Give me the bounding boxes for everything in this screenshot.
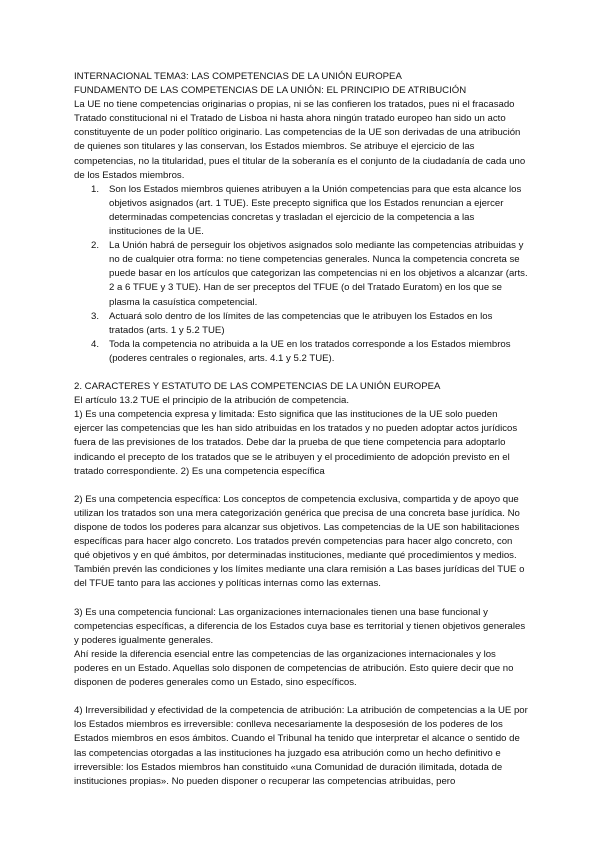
list-item-text: La Unión habrá de perseguir los objetivos asignados solo mediante las competencias atribuidas y no de cualquier otra forma: no tiene competencias generales. Nunca la competencia concreta se puede basar en los artículos que categorizan las competencias ni en los objetivos a alcanzar (arts. 2 a 6 TFUE y 3 TUE). Han de ser preceptos del TFUE (o del Tratado Euratom) en los que se plasma la casuística competencial. bbox=[109, 240, 528, 308]
document-title: INTERNACIONAL TEMA3: LAS COMPETENCIAS DE LA UNIÓN EUROPEA bbox=[74, 71, 402, 82]
paragraph-spacer bbox=[74, 591, 528, 605]
paragraph-spacer bbox=[74, 690, 528, 704]
section1-heading: FUNDAMENTO DE LAS COMPETENCIAS DE LA UNIÓN: EL PRINCIPIO DE ATRIBUCIÓN bbox=[74, 85, 467, 97]
paragraph-spacer bbox=[74, 479, 528, 493]
list-item bbox=[74, 310, 528, 338]
paragraph-functional-difference: Ahí reside la diferencia esencial entre las competencias de las organizaciones internacionales y los poderes en un Estado. Aquellas solo disponen de competencias de atribución. Esto quiere decir que no disponen de poderes generales como un Estado, sino específicos. bbox=[74, 648, 514, 689]
list-item-number: 4. bbox=[91, 338, 100, 350]
section2-heading: 2. CARACTERES Y ESTATUTO DE LAS COMPETENCIAS DE LA UNIÓN EUROPEA bbox=[74, 381, 441, 393]
list-item-text: Actuará solo dentro de los límites de las competencias que le atribuyen los Estados en los tratados (arts. 1 y 5.2 TUE) bbox=[109, 310, 493, 336]
paragraph-spacer bbox=[74, 366, 528, 380]
document-page bbox=[74, 70, 528, 789]
list-item bbox=[74, 239, 528, 309]
paragraph-specific: 2) Es una competencia específica: Los conceptos de competencia exclusiva, compartida y de apoyo que utilizan los tratados son una mera categorización genérica que precisa de una concreta base jurídica. No dispone de todos los poderes para alcanzar sus objetivos. Las competencias de la UE son habilitaciones específicas para hacer algo concreto. Los tratados prevén competencias para hacer algo concreto, con qué objetivos y en qué ámbitos, por determinadas instituciones, mediante qué procedimientos y medios. También prevén las condiciones y los límites mediante una clara remisión a Las bases jurídicas del TUE o del TFUE tanto para las acciones y políticas internas como las externas. bbox=[74, 493, 525, 590]
paragraph-functional: 3) Es una competencia funcional: Las organizaciones internacionales tienen una base funcional y competencias específicas, a diferencia de los Estados cuya base es territorial y tienen objetivos generales y poderes igualmente generales. bbox=[74, 606, 526, 646]
list-item-text: Toda la competencia no atribuida a la UE en los tratados corresponde a los Estados miembros (poderes centrales o regionales, arts. 4.1 y 5.2 TUE). bbox=[109, 338, 511, 364]
section2-lead: El artículo 13.2 TUE el principio de la atribución de competencia. bbox=[74, 395, 349, 407]
attribution-principle-list bbox=[74, 183, 528, 366]
paragraph-express-limited: 1) Es una competencia expresa y limitada: Esto significa que las instituciones de la UE solo pueden ejercer las competencias que les han sido atribuidas en los tratados y no pueden adoptar actos jurídicos fuera de las previsiones de los tratados. Debe dar la prueba de que tiene competencia para adoptarlo indicando el precepto de los tratados que se le atribuyen y el procedimiento de adopción previsto en el tratado correspondiente. 2) Es una competencia específica bbox=[74, 409, 518, 477]
paragraph-irreversibility: 4) Irreversibilidad y efectividad de la competencia de atribución: La atribución de competencias a la UE por los Estados miembros es irreversible: conlleva necesariamente la desposesión de los poderes de los Estados miembros en esos ámbitos. Cuando el Tribunal ha tenido que interpretar el alcance o sentido de las competencias otorgadas a las instituciones ha juzgado esa atribución como un hecho definitivo e irreversible: los Estados miembros han constituido «una Comunidad de duración ilimitada, dotada de instituciones propias». No pueden disponer o recuperar las competencias atribuidas, pero bbox=[74, 705, 528, 787]
list-item-text: Son los Estados miembros quienes atribuyen a la Unión competencias para que esta alcance los objetivos asignados (art. 1 TUE). Este precepto significa que los Estados renuncian a ejercer determinadas competencias concretas y trasladan el ejercicio de la competencia a las instituciones de la UE. bbox=[109, 183, 522, 238]
section1-intro: La UE no tiene competencias originarias o propias, ni se las confieren los tratados, pues ni el fracasado Tratado constitucional ni el Tratado de Lisboa ni hasta ahora ningún tratado europeo han sido un acto constituyente de un poder político originario. Las competencias de la UE son derivadas de una atribución de quienes son titulares y las conservan, los Estados miembros. Se atribuye el ejercicio de las competencias, no la titularidad, pues el titular de la soberanía es el conjunto de la ciudadanía de cada uno de los Estados miembros. bbox=[74, 99, 526, 181]
list-item-number: 3. bbox=[91, 310, 100, 322]
list-item bbox=[74, 183, 528, 239]
list-item-number: 1. bbox=[91, 183, 100, 195]
list-item-number: 2. bbox=[91, 240, 100, 252]
list-item bbox=[74, 338, 528, 366]
